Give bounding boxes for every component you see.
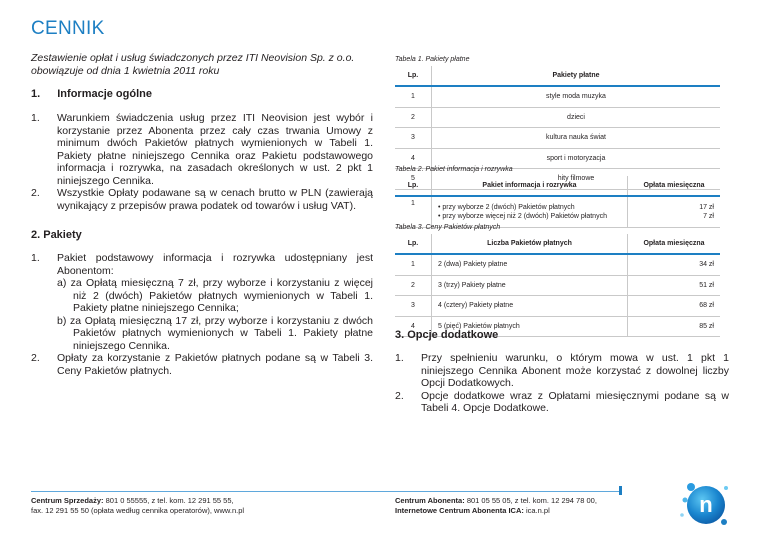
intro-text <box>31 52 371 78</box>
footer-customer-phone: 801 05 55 05, z tel. kom. 12 294 78 00, <box>464 496 597 505</box>
item-number: 2. <box>31 187 40 199</box>
cell-lp: 4 <box>395 148 432 169</box>
cell-fee <box>628 196 721 228</box>
table-row <box>395 254 720 275</box>
table-row <box>395 275 720 296</box>
cell-lp: 2 <box>395 107 432 128</box>
cell-lp: 1 <box>395 86 432 107</box>
section-2-heading: 2. Pakiety <box>31 229 82 241</box>
table-2-header-lp: Lp. <box>395 176 432 196</box>
table-1-caption: Tabela 1. Pakiety płatne <box>395 56 470 63</box>
n-logo <box>676 474 736 534</box>
cell-count: 2 (dwa) Pakiety płatne <box>432 254 628 275</box>
table-2-caption: Tabela 2. Pakiet informacja i rozrywka <box>395 166 513 173</box>
table-row <box>395 196 720 228</box>
footer-customer-label: Centrum Abonenta: <box>395 496 465 505</box>
logo-letter: n <box>699 492 713 517</box>
table-3-caption: Tabela 3. Ceny Pakietów płatnych <box>395 224 501 231</box>
table-3-header-lp: Lp. <box>395 234 432 254</box>
item-text: Opcje dodatkowe wraz z Opłatami miesięcznymi podane są w Tabeli 4. Opcje Dodatkowe. <box>421 389 729 414</box>
fee-line-1: 17 zł <box>699 204 714 211</box>
item-text: Wszystkie Opłaty podawane są w cenach brutto w PLN (zawierają wynikający z przepisów prawa podatek od towarów i usług VAT). <box>57 187 373 212</box>
section-3-list <box>395 352 729 415</box>
section-3-item <box>395 390 729 415</box>
section-2-item <box>31 252 373 277</box>
footer-sales-fax: fax. 12 291 55 50 (opłata według cennika operatorów), www.n.pl <box>31 506 245 515</box>
item-text: Przy spełnieniu warunku, o którym mowa w ust. 1 pkt 1 niniejszego Cennika Abonent może korzystać z dowolnej liczby Opcji Dodatkowych. <box>421 352 729 389</box>
intro-line-2: obowiązuje od dnia 1 kwietnia 2011 roku <box>31 65 220 77</box>
table-row <box>395 107 720 128</box>
section-2-item <box>31 352 373 377</box>
table-2-header-fee: Opłata miesięczna <box>628 176 721 196</box>
cell-package: style moda muzyka <box>432 86 721 107</box>
cell-fee: 34 zł <box>628 254 721 275</box>
cell-lp: 1 <box>395 196 432 228</box>
cell-lp: 1 <box>395 254 432 275</box>
footer-ica-label: Internetowe Centrum Abonenta ICA: <box>395 506 524 515</box>
section-1-item <box>31 187 373 212</box>
item-text: Opłaty za korzystanie z Pakietów płatnych podane są w Tabeli 3. Ceny Pakietów płatnych. <box>57 352 373 377</box>
table-row <box>395 128 720 149</box>
cell-package: sport i motoryzacja <box>432 148 721 169</box>
section-2-list <box>31 252 373 377</box>
item-number: 2. <box>31 352 40 364</box>
item-number: 1. <box>31 252 40 264</box>
cell-lp: 4 <box>395 316 432 337</box>
cell-fee: 68 zł <box>628 296 721 317</box>
cell-fee: 51 zł <box>628 275 721 296</box>
table-row <box>395 296 720 317</box>
table-3 <box>395 234 720 337</box>
table-1-header-lp: Lp. <box>395 66 432 86</box>
footer-divider-marker <box>619 486 622 495</box>
cell-count: 4 (cztery) Pakiety płatne <box>432 296 628 317</box>
section-1-item <box>31 112 373 187</box>
sub-item-b: b) za Opłatą miesięczną 17 zł, przy wyborze i korzystaniu z dwóch Pakietów płatnych wymienionych w Tabeli 1. Pakiety płatne niniejszego Cennika. <box>57 314 373 352</box>
section-3-item <box>395 352 729 390</box>
footer-sales-center <box>31 496 371 516</box>
cell-package: hity filmowe <box>432 169 721 190</box>
cell-lp: 2 <box>395 275 432 296</box>
item-text: Warunkiem świadczenia usług przez ITI Neovision jest wybór i korzystanie przez Abonenta przez cały czas trwania Umowy z minimum dwóch Pakietów płatnych wymienionych w Tabeli 1. Pakiety płatne niniejszego Cennika oraz Pakietu podstawowego informacja i rozrywka, na zasadach określonych w ust. 2 pkt 1 niniejszego Cennika. <box>57 112 373 187</box>
page-title: CENNIK <box>31 18 105 39</box>
footer-sales-label: Centrum Sprzedaży: <box>31 496 104 505</box>
condition-line-1: • przy wyborze 2 (dwóch) Pakietów płatnych <box>438 204 575 211</box>
table-2-header-package: Pakiet informacja i rozrywka <box>432 176 628 196</box>
fee-line-2: 7 zł <box>703 213 714 220</box>
item-number: 2. <box>395 389 404 402</box>
cell-count: 3 (trzy) Pakiety płatne <box>432 275 628 296</box>
cell-package: dzieci <box>432 107 721 128</box>
sub-item-a: a) za Opłatą miesięczną 7 zł, przy wyborze i korzystaniu z więcej niż 2 (dwóch) Pakietów płatnych wymienionych w Tabeli 1. Pakiety płatne niniejszego Cennika; <box>57 277 373 314</box>
section-1-heading <box>31 88 152 100</box>
table-1-header-packages: Pakiety płatne <box>432 66 721 86</box>
cell-lp: 5 <box>395 169 432 190</box>
footer-ica-url: ica.n.pl <box>523 506 550 515</box>
cell-package <box>432 196 628 228</box>
cell-fee: 85 zł <box>628 316 721 337</box>
cell-lp: 3 <box>395 128 432 149</box>
section-1-list <box>31 112 373 212</box>
footer-divider <box>31 491 621 492</box>
table-row <box>395 86 720 107</box>
footer-customer-center <box>395 496 635 516</box>
cell-count: 5 (pięć) Pakietów płatnych <box>432 316 628 337</box>
section-1-number: 1. <box>31 88 41 100</box>
footer-sales-phone: 801 0 55555, z tel. kom. 12 291 55 55, <box>103 496 234 505</box>
section-3-heading: 3. Opcje dodatkowe <box>395 329 499 341</box>
item-text: Pakiet podstawowy informacja i rozrywka udostępniany jest Abonentom: <box>57 252 373 277</box>
table-2 <box>395 176 720 228</box>
table-3-header-count: Liczba Pakietów płatnych <box>432 234 628 254</box>
cell-package: kultura nauka świat <box>432 128 721 149</box>
table-3-header-fee: Opłata miesięczna <box>628 234 721 254</box>
intro-line-1: Zestawienie opłat i usług świadczonych przez ITI Neovision Sp. z o.o. <box>31 52 355 64</box>
item-number: 1. <box>31 112 40 124</box>
condition-line-2: • przy wyborze więcej niż 2 (dwóch) Pakietów płatnych <box>438 213 607 220</box>
item-number: 1. <box>395 352 404 364</box>
section-1-title: Informacje ogólne <box>57 88 152 100</box>
cell-lp: 3 <box>395 296 432 317</box>
